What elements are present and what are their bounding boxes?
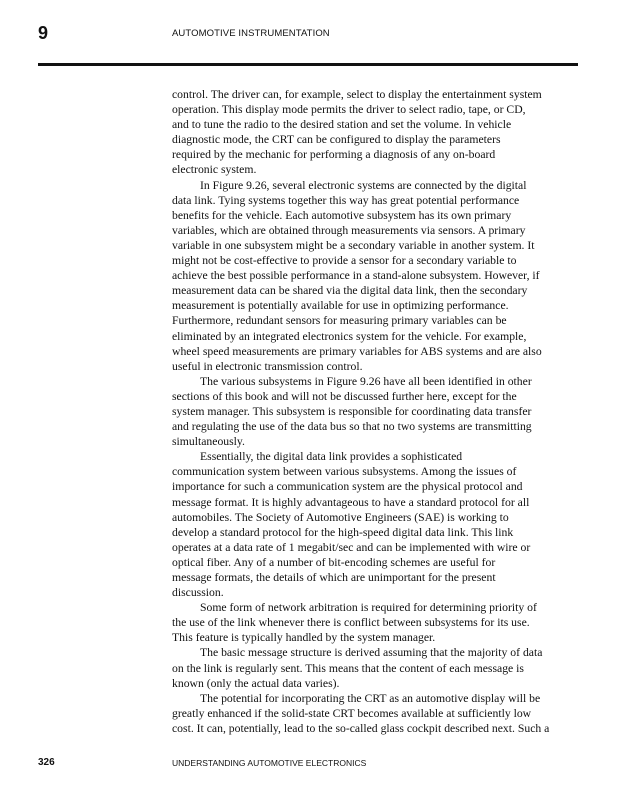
text-line: sections of this book and will not be discussed further here, except for the [172, 389, 517, 403]
body-text [172, 87, 584, 736]
text-line: greatly enhanced if the solid-state CRT becomes available at sufficiently low [172, 706, 532, 720]
text-line: data link. Tying systems together this way has great potential performance [172, 193, 520, 207]
text-line: wheel speed measurements are primary variables for ABS systems and are also [172, 344, 542, 358]
chapter-number: 9 [38, 23, 49, 43]
text-line: automobiles. The Society of Automotive Engineers (SAE) is working to [172, 510, 509, 524]
text-line: variable in one subsystem might be a secondary variable in another system. It [172, 238, 535, 252]
text-line: benefits for the vehicle. Each automotive subsystem has its own primary [172, 208, 512, 222]
text-line: In Figure 9.26, several electronic systems are connected by the digital [200, 178, 527, 192]
text-line: Some form of network arbitration is required for determining priority of [200, 601, 537, 615]
text-line: The basic message structure is derived assuming that the majority of data [200, 646, 543, 660]
text-line: message format. It is highly advantageous to have a standard protocol for all [172, 495, 530, 509]
text-line: develop a standard protocol for the high-speed digital data link. This link [172, 525, 514, 539]
text-line: The various subsystems in Figure 9.26 have all been identified in other [200, 374, 532, 388]
text-line: the use of the link whenever there is conflict between subsystems for its use. [172, 616, 530, 630]
text-line: and regulating the use of the data bus so that no two systems are transmitting [172, 420, 532, 434]
text-line: Essentially, the digital data link provides a sophisticated [200, 450, 463, 464]
text-line: communication system between various subsystems. Among the issues of [172, 465, 517, 479]
page-number: 326 [38, 757, 55, 768]
text-line: optical fiber. Any of a number of bit-encoding schemes are useful for [172, 555, 496, 569]
text-line: known (only the actual data varies). [172, 676, 340, 690]
text-line: measurement data can be shared via the digital data link, then the secondary [172, 284, 528, 298]
text-line: eliminated by an integrated electronics system for the vehicle. For example, [172, 329, 527, 343]
text-line: This feature is typically handled by the system manager. [172, 631, 436, 645]
text-line: achieve the best possible performance in a stand-alone subsystem. However, if [172, 269, 540, 283]
text-line: variables, which are obtained through measurements via sensors. A primary [172, 223, 526, 237]
text-line: measurement is potentially available for use in optimizing performance. [172, 299, 509, 313]
text-line: The potential for incorporating the CRT as an automotive display will be [200, 691, 541, 705]
text-line: required by the mechanic for performing a diagnosis of any on-board [172, 148, 496, 162]
text-line: might not be cost-effective to provide a sensor for a secondary variable to [172, 254, 517, 268]
text-line: electronic system. [172, 163, 257, 177]
text-line: on the link is regularly sent. This means that the content of each message is [172, 661, 524, 675]
text-line: simultaneously. [172, 435, 245, 449]
text-line: useful in electronic transmission control. [172, 359, 363, 373]
text-line: discussion. [172, 586, 224, 600]
text-line: system manager. This subsystem is responsible for coordinating data transfer [172, 404, 532, 418]
text-line: control. The driver can, for example, select to display the entertainment system [172, 88, 542, 101]
text-line: operates at a data rate of 1 megabit/sec and can be implemented with wire or [172, 540, 531, 554]
text-line: importance for such a communication system are the physical protocol and [172, 480, 523, 494]
text-line: Furthermore, redundant sensors for measuring primary variables can be [172, 314, 507, 328]
header-rule [38, 63, 578, 66]
text-line: operation. This display mode permits the driver to select radio, tape, or CD, [172, 103, 526, 117]
text-line: diagnostic mode, the CRT can be configured to display the parameters [172, 133, 501, 147]
running-foot: UNDERSTANDING AUTOMOTIVE ELECTRONICS [172, 758, 367, 768]
text-line: and to tune the radio to the desired station and set the volume. In vehicle [172, 118, 512, 132]
running-head: AUTOMOTIVE INSTRUMENTATION [172, 28, 330, 39]
text-line: cost. It can, potentially, lead to the so-called glass cockpit described next. Such a [172, 721, 550, 735]
text-line: message formats, the details of which are unimportant for the present [172, 571, 496, 584]
